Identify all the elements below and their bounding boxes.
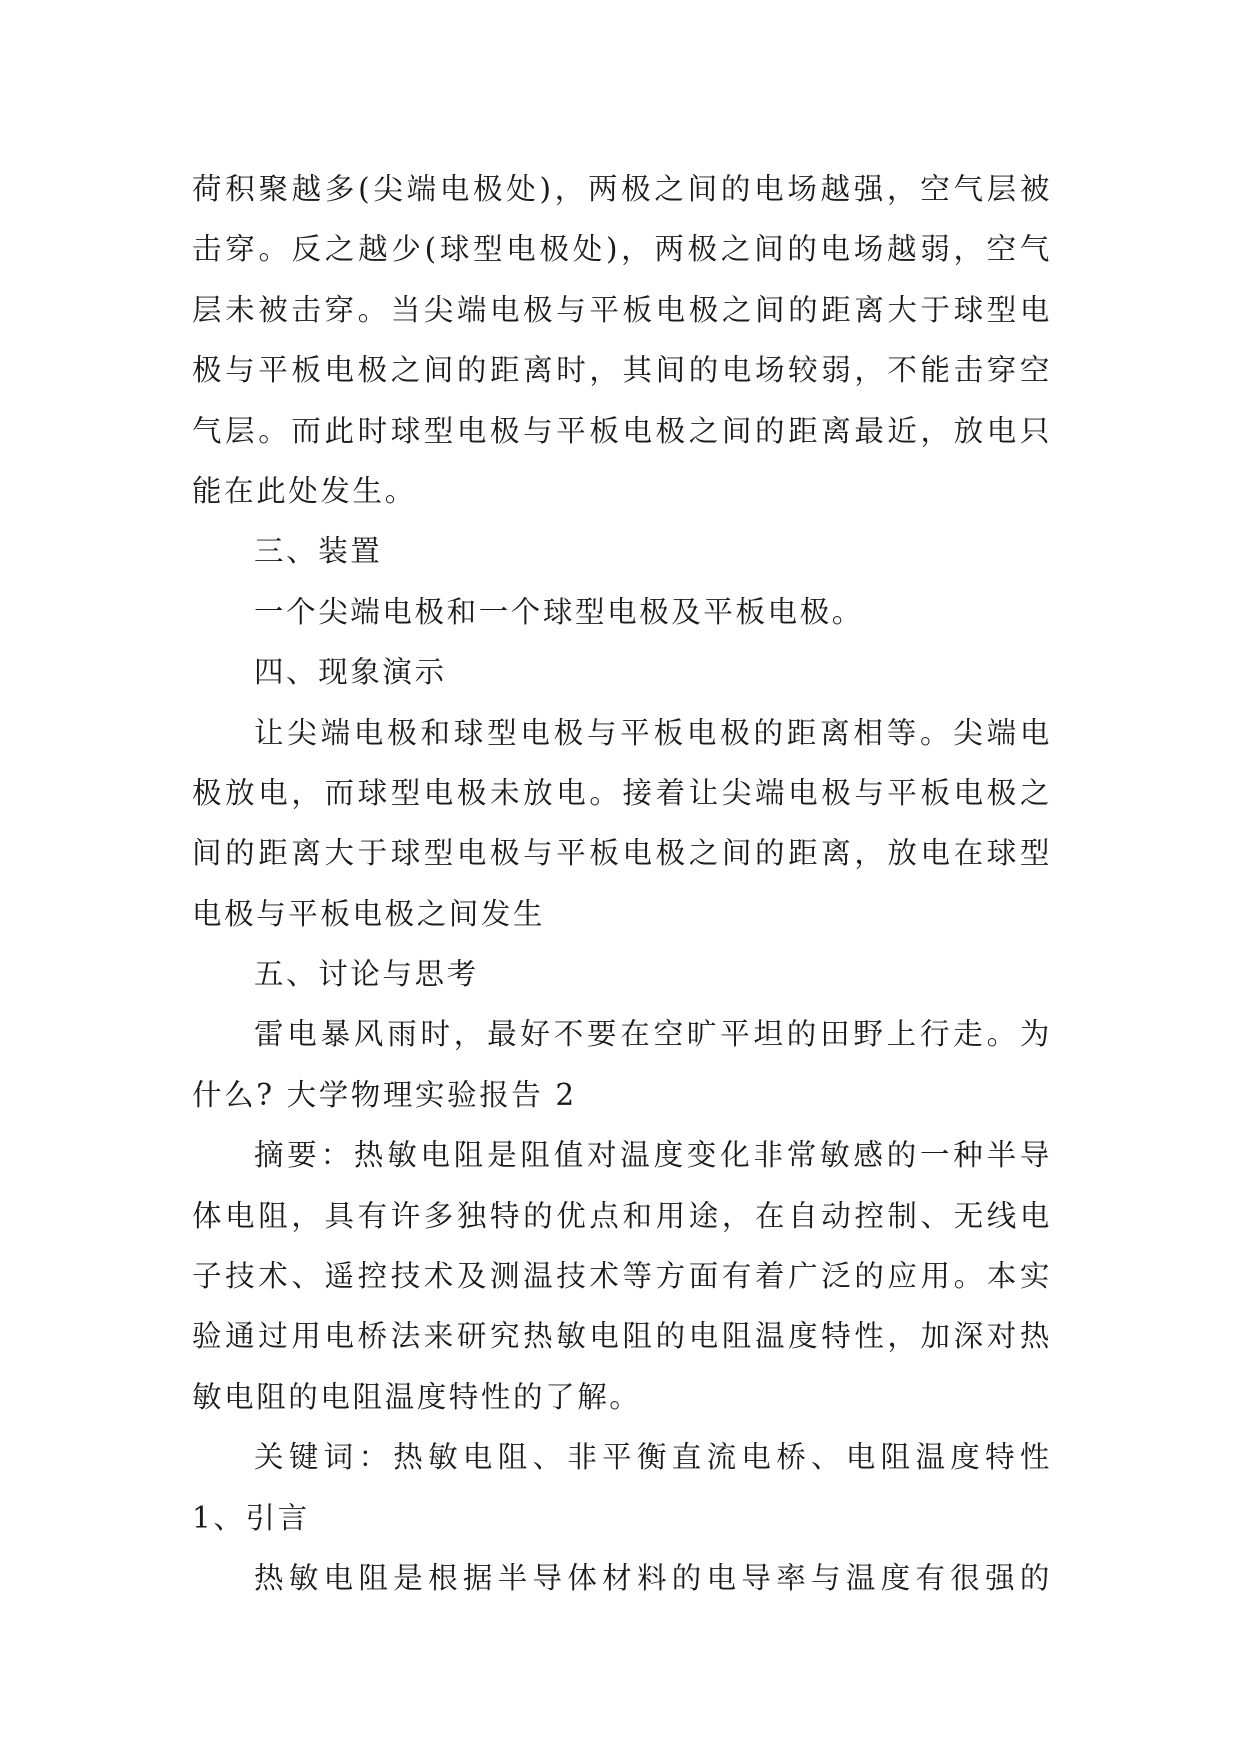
- text-line: 层未被击穿。当尖端电极与平板电极之间的距离大于球型电: [192, 292, 1052, 327]
- section-heading: 1、引言: [192, 1500, 310, 1535]
- text-line: 热敏电阻是根据半导体材料的电导率与温度有很强的: [254, 1560, 1052, 1595]
- text-line: 电极与平板电极之间发生: [192, 896, 546, 931]
- text-line: 间的距离大于球型电极与平板电极之间的距离，放电在球型: [192, 836, 1052, 871]
- text-line: 让尖端电极和球型电极与平板电极的距离相等。尖端电: [254, 715, 1052, 750]
- text-line: 什么? 大学物理实验报告 2: [192, 1077, 577, 1112]
- text-line: 极与平板电极之间的距离时，其间的电场较弱，不能击穿空: [192, 353, 1052, 388]
- section-heading: 三、装置: [254, 534, 383, 569]
- text-line: 击穿。反之越少(球型电极处)，两极之间的电场越弱，空气: [192, 232, 1052, 267]
- section-heading: 五、讨论与思考: [254, 957, 479, 992]
- text-line: 气层。而此时球型电极与平板电极之间的距离最近，放电只: [192, 413, 1052, 448]
- text-line: 摘要：热敏电阻是阻值对温度变化非常敏感的一种半导: [254, 1138, 1052, 1173]
- text-line: 敏电阻的电阻温度特性的了解。: [192, 1379, 642, 1414]
- text-line: 体电阻，具有许多独特的优点和用途，在自动控制、无线电: [192, 1198, 1052, 1233]
- text-line: 荷积聚越多(尖端电极处)，两极之间的电场越强，空气层被: [192, 172, 1052, 206]
- text-line: 能在此处发生。: [192, 473, 417, 508]
- section-heading: 四、现象演示: [254, 655, 447, 690]
- text-line: 子技术、遥控技术及测温技术等方面有着广泛的应用。本实: [192, 1259, 1052, 1294]
- text-line: 极放电，而球型电极未放电。接着让尖端电极与平板电极之: [192, 775, 1052, 810]
- text-line: 验通过用电桥法来研究热敏电阻的电阻温度特性，加深对热: [192, 1319, 1052, 1354]
- keywords-line: 关键词：热敏电阻、非平衡直流电桥、电阻温度特性: [254, 1440, 1052, 1475]
- text-line: 一个尖端电极和一个球型电极及平板电极。: [254, 594, 864, 629]
- document-body: [192, 159, 1052, 1608]
- text-line: 雷电暴风雨时，最好不要在空旷平坦的田野上行走。为: [254, 1017, 1052, 1052]
